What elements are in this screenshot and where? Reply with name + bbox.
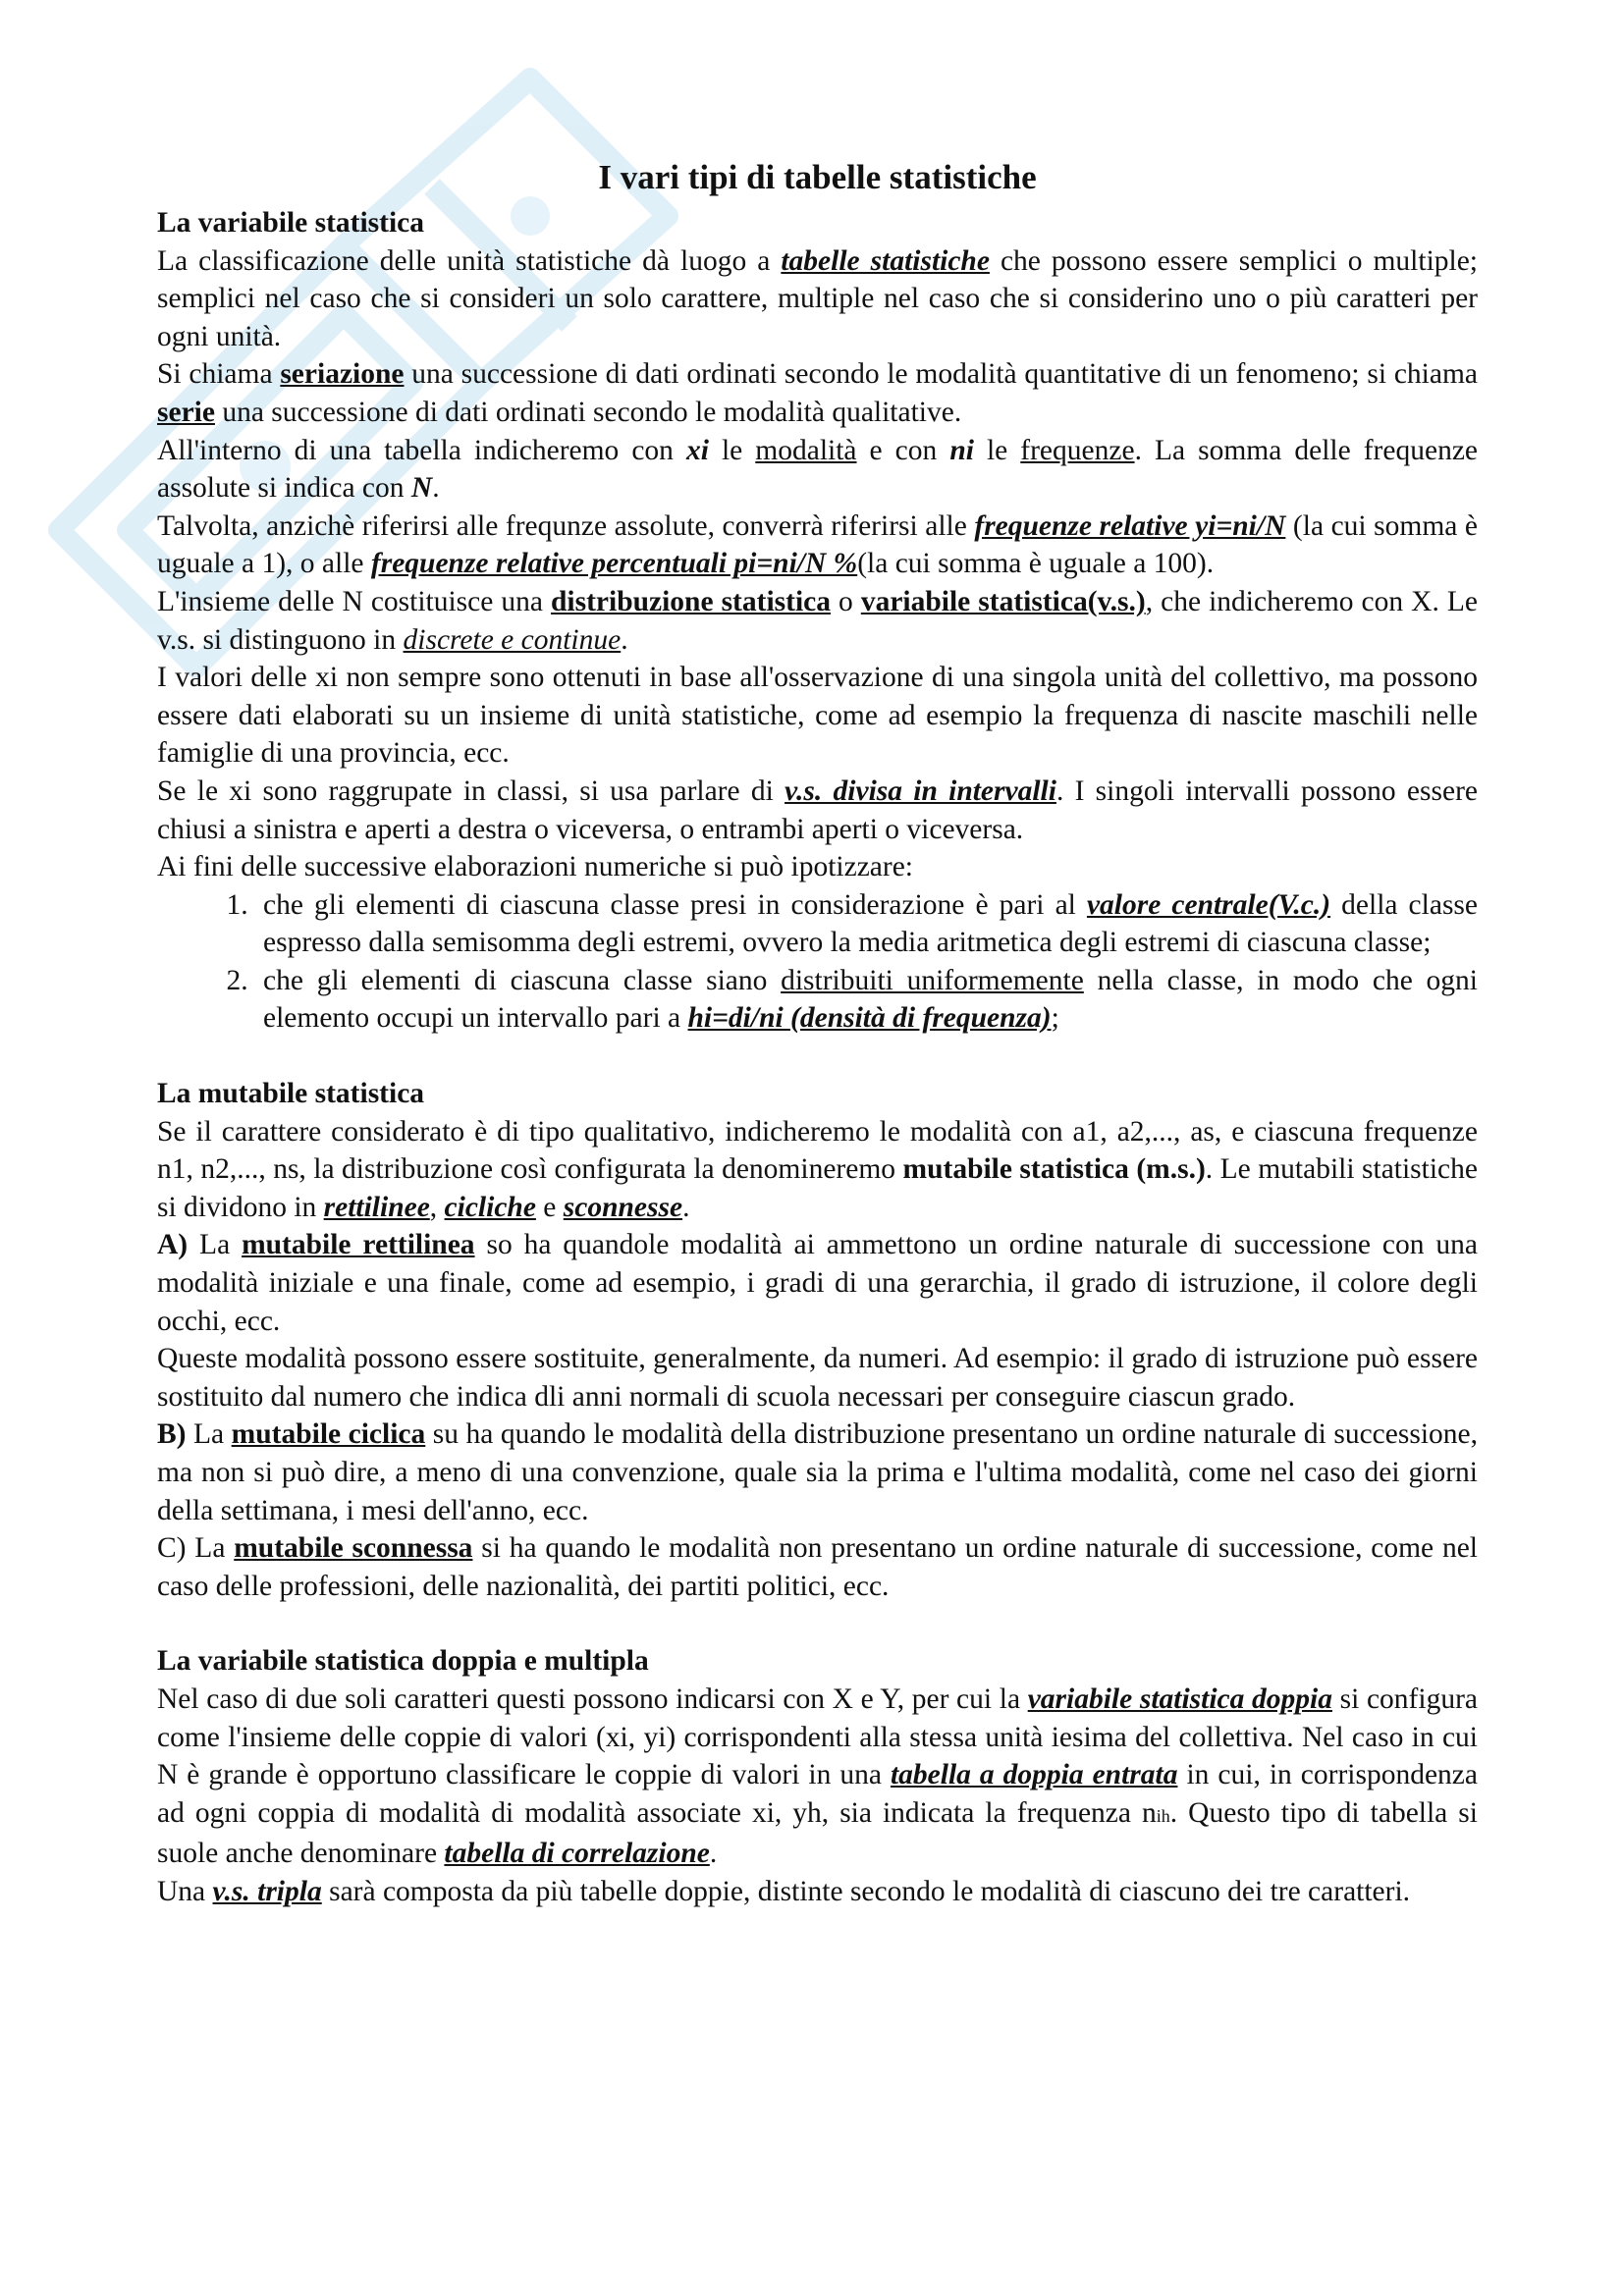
paragraph: C) La mutabile sconnessa si ha quando le modalità non presentano un ordine naturale di successione, come nel caso delle professioni, delle nazionalità, dei partiti politici, ecc. bbox=[157, 1532, 1478, 1602]
section-heading-mutabile: La mutabile statistica bbox=[157, 1078, 425, 1110]
section-heading-variabile: La variabile statistica bbox=[157, 207, 425, 239]
paragraph: L'insieme delle N costituisce una distribuzione statistica o variabile statistica(v.s.), che indicheremo con X. Le v.s. si distinguono in discrete e continue. bbox=[157, 585, 1478, 656]
paragraph: La classificazione delle unità statistiche dà luogo a tabelle statistiche che possono essere semplici o multiple; semplici nel caso che si consideri un solo carattere, multiple nel caso che si considerino uno o più caratteri per ogni unità. bbox=[157, 244, 1479, 352]
paragraph: Talvolta, anzichè riferirsi alle frequnze assolute, converrà riferirsi alle frequenze relative yi=ni/N (la cui somma è uguale a 1), o alle frequenze relative percentuali pi=ni/N %(la cui somma è uguale a 100). bbox=[157, 509, 1479, 580]
paragraph: A) La mutabile rettilinea so ha quandole modalità ai ammettono un ordine naturale di successione con una modalità iniziale e una finale, come ad esempio, i gradi di una gerarchia, il grado di istruzione, il colore degli occhi, ecc. bbox=[157, 1229, 1478, 1337]
paragraph: Nel caso di due soli caratteri questi possono indicarsi con X e Y, per cui la variabile statistica doppia si configura come l'insieme delle coppie di valori (xi, yi) corrispondenti alla stessa unità iesima del collettiva. Nel caso in cui N è grande è opportuno classificare le coppie di valori in una tabella a doppia entrata in cui, in corrispondenza ad ogni coppia di modalità di modalità associate xi, yh, sia indicata la frequenza nih. Questo tipo di tabella si suole anche denominare tabella di correlazione. bbox=[157, 1682, 1478, 1870]
paragraph: Se le xi sono raggrupate in classi, si usa parlare di v.s. divisa in intervalli. I singoli intervalli possono essere chiusi a sinistra e aperti a destra o viceversa, o entrambi aperti o viceversa. bbox=[157, 774, 1478, 845]
paragraph: Queste modalità possono essere sostituite, generalmente, da numeri. Ad esempio: il grado di istruzione può essere sostituito dal numero che indica dli anni normali di scuola necessari per conseguire ciascun grado. bbox=[157, 1343, 1478, 1413]
list-item: 2. che gli elementi di ciascuna classe siano distribuiti uniformemente nella classe, in modo che ogni elemento occupi un intervallo pari a hi=di/ni (densità di frequenza); bbox=[255, 962, 1478, 1038]
paragraph: Se il carattere considerato è di tipo qualitativo, indicheremo le modalità con a1, a2,..., as, e ciascuna frequenze n1, n2,..., ns, la distribuzione così configurata la denomineremo mutabile statistica (m.s.). Le mutabili statistiche si dividono in rettilinee, cicliche e sconnesse. bbox=[157, 1115, 1478, 1223]
paragraph: I valori delle xi non sempre sono ottenuti in base all'osservazione di una singola unità del collettivo, ma possono essere dati elaborati su un insieme di unità statistiche, come ad esempio la frequenza di nascite maschili nelle famiglie di una provincia, ecc. bbox=[157, 662, 1478, 770]
hypothesis-list bbox=[157, 886, 1478, 1038]
paragraph: Si chiama seriazione una successione di dati ordinati secondo le modalità quantitative di un fenomeno; si chiama serie una successione di dati ordinati secondo le modalità qualitative. bbox=[157, 358, 1478, 428]
list-item: 1. che gli elementi di ciascuna classe presi in considerazione è pari al valore centrale(V.c.) della classe espresso dalla semisomma degli estremi, ovvero la media aritmetica degli estremi di ciascuna classe; bbox=[255, 886, 1478, 962]
paragraph: B) La mutabile ciclica su ha quando le modalità della distribuzione presentano un ordine naturale di successione, ma non si può dire, a meno di una convenzione, quale sia la prima e l'ultima modalità, come nel caso dei giorni della settimana, i mesi dell'anno, ecc. bbox=[157, 1418, 1478, 1526]
document-page bbox=[157, 157, 1478, 1911]
paragraph: All'interno di una tabella indicheremo con xi le modalità e con ni le frequenze. La somma delle frequenze assolute si indica con N. bbox=[157, 434, 1478, 505]
section-heading-doppia: La variabile statistica doppia e multipla bbox=[157, 1645, 649, 1678]
page-title: I vari tipi di tabelle statistiche bbox=[598, 158, 1037, 196]
paragraph: Ai fini delle successive elaborazioni numeriche si può ipotizzare: bbox=[157, 851, 913, 883]
paragraph: Una v.s. tripla sarà composta da più tabelle doppie, distinte secondo le modalità di ciascuno dei tre caratteri. bbox=[157, 1875, 1411, 1907]
